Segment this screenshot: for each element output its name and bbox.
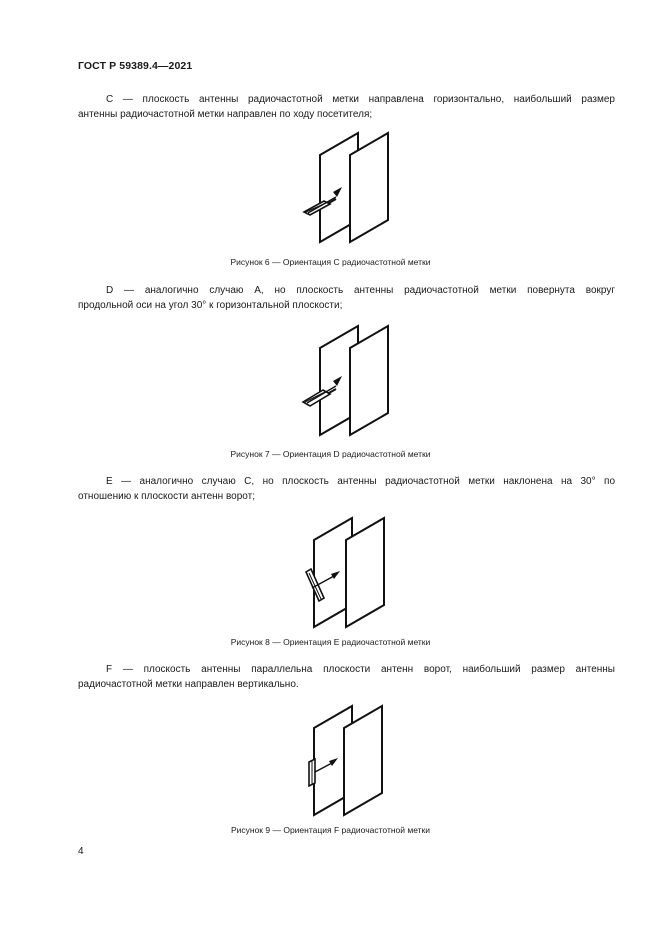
paragraph-line: антенны радиочастотной метки направлен по ходу посетителя;: [78, 109, 373, 120]
paragraph-orientation-f: [78, 662, 615, 692]
figure-9-caption: Рисунок 9 — Ориентация F радиочастотной метки: [230, 825, 431, 835]
figure-7-caption: Рисунок 7 — Ориентация D радиочастотной метки: [230, 449, 431, 459]
paragraph-line: Е — аналогично случаю С, но плоскость антенны радиочастотной метки наклонена на 30° по: [106, 476, 615, 487]
figure-9-diagram: [296, 698, 396, 820]
page-number: 4: [78, 846, 84, 857]
paragraph-line: продольной оси на угол 30° к горизонтальной плоскости;: [78, 300, 343, 311]
figure-6-caption: Рисунок 6 — Ориентация С радиочастотной метки: [230, 257, 431, 267]
paragraph-orientation-c: [78, 92, 615, 122]
paragraph-line: D — аналогично случаю A, но плоскость антенны радиочастотной метки повернута вокруг: [106, 285, 615, 296]
document-header: ГОСТ Р 59389.4—2021: [78, 60, 193, 72]
paragraph-line: С — плоскость антенны радиочастотной метки направлена горизонтально, наибольший размер: [106, 94, 615, 105]
paragraph-orientation-e: [78, 474, 615, 504]
figure-7-diagram: [296, 318, 396, 440]
paragraph-orientation-d: [78, 283, 615, 313]
figure-8-diagram: [296, 510, 396, 632]
figure-6-diagram: [296, 125, 396, 247]
paragraph-line: отношению к плоскости антенн ворот;: [78, 491, 256, 502]
figure-8-caption: Рисунок 8 — Ориентация Е радиочастотной метки: [230, 637, 431, 647]
paragraph-line: F — плоскость антенны параллельна плоскости антенн ворот, наибольший размер антенны: [106, 664, 615, 675]
paragraph-line: радиочастотной метки направлен вертикально.: [78, 679, 299, 690]
